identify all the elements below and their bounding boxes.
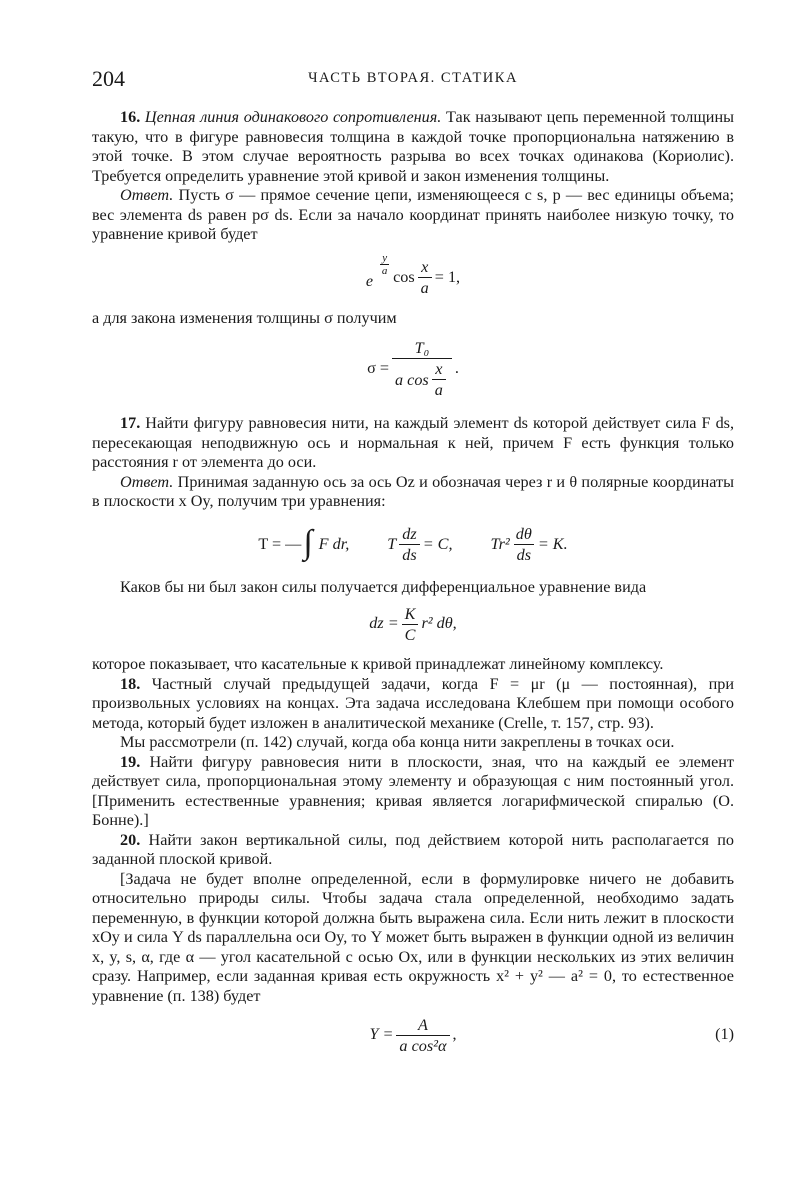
eq2-den-prefix: a cos xyxy=(395,370,429,389)
eq1-num: x xyxy=(421,258,429,276)
problem-20-number: 20. xyxy=(120,830,141,849)
eq1-exp-den: a xyxy=(381,264,388,277)
problem-18 xyxy=(92,675,734,734)
eq-c-fraction xyxy=(513,525,535,564)
eq1-base: e xyxy=(365,271,374,290)
page-number: 204 xyxy=(92,66,125,91)
problem-18-number: 18. xyxy=(120,674,141,693)
eq-y-tail: , xyxy=(452,1025,457,1044)
equation-chain-curve xyxy=(92,247,734,309)
eq-a-rhs: F dr, xyxy=(318,534,350,553)
problem-17-answer xyxy=(92,473,734,512)
eq2-den xyxy=(392,358,452,399)
equation-dz xyxy=(92,597,734,651)
page-header xyxy=(92,66,734,94)
eq-y-fraction xyxy=(396,1016,449,1055)
integral-sign: ∫ xyxy=(303,523,313,561)
equation-three xyxy=(92,512,734,578)
problem-20-text: Найти закон вертикальной силы, под действием которой нить располагается по заданной плоской кривой. xyxy=(92,830,735,868)
eq1-fraction xyxy=(418,258,432,297)
problem-17-end: которое показывает, что касательные к кривой принадлежат линейному комплексу. xyxy=(92,655,664,673)
eq-b-prefix: T xyxy=(387,534,397,553)
problem-17-answer-label: Ответ. xyxy=(120,472,174,491)
eq-b-num: dz xyxy=(402,525,417,543)
eq1-exp-num: y xyxy=(382,251,388,264)
eq1-den: a xyxy=(418,277,432,297)
eq-d-den: C xyxy=(402,624,419,644)
problem-19-text: Найти фигуру равновесия нити в плоскости, зная, что на каждый ее элемент действует сила, пропорциональная этому элементу и образующая с ним постоянный угол. [Применить естественные уравнения; кривая является логарифмической спиралью (О. Бонне).] xyxy=(92,752,734,829)
eq-y-num: A xyxy=(418,1015,428,1034)
problem-17-number: 17. xyxy=(120,414,141,432)
eq-b-rhs: = C, xyxy=(422,534,453,553)
problem-20-bracket: [Задача не будет вполне определенной, если в формулировке ничего не добавить относительно природы силы. Чтобы задача стала определенной, необходимо задать переменную, в функции которой должна быть выражена сила. Если нить лежит в плоскости xOy и сила Y ds параллельна оси Oy, то Y может быть выражен в функции одной из величин x, y, s, α, где α — угол касательной с осью Ox, или в функции нескольких из этих величин сразу. Например, если заданная кривая есть окружность x² + y² — a² = 0, то естественное уравнение (п. 138) будет xyxy=(92,869,734,1005)
eq-b-fraction xyxy=(399,525,419,564)
eq2-den-den: a xyxy=(432,379,446,399)
problem-17 xyxy=(92,414,734,473)
eq2-tail: . xyxy=(454,359,459,378)
problem-16-answer-text: Пусть σ — прямое сечение цепи, изменяющееся с s, p — вес единицы объема; вес элемента ds равен pσ ds. Если за начало координат принять наиболее низкую точку, то уравнение кривой будет xyxy=(92,186,734,243)
eq-d-rhs: r² dθ, xyxy=(421,614,457,633)
eq2-den-fraction xyxy=(432,360,446,399)
problem-18-text: Частный случай предыдущей задачи, когда F = μr (μ — постоянная), при произвольных условиях на концах. Эта задача исследована Клебшем при помощи особого метода, который будет изложен в аналитической механике (Crelle, т. 157, стр. 93). xyxy=(92,674,735,732)
eq-y-lhs: Y = xyxy=(369,1025,394,1044)
equation-thickness xyxy=(92,332,734,406)
eq2-num: T₀ xyxy=(414,339,430,357)
eq-c-prefix: Tr² xyxy=(490,534,510,553)
eq-y-den: a cos²α xyxy=(396,1035,449,1055)
eq-c-den: ds xyxy=(514,544,534,564)
eq2-den-num: x xyxy=(435,360,443,378)
eq-d-fraction xyxy=(402,605,419,644)
problem-16-title: Цепная линия одинакового сопротивления. xyxy=(144,108,442,126)
eq-b-den: ds xyxy=(399,544,419,564)
problem-19 xyxy=(92,753,734,831)
problem-16-answer-label: Ответ. xyxy=(120,186,174,204)
eq-a-lhs: T = — xyxy=(258,534,302,553)
eq1-exponent xyxy=(380,252,390,277)
eq2-lhs: σ = xyxy=(367,359,390,378)
problem-16-answer xyxy=(92,186,734,245)
problem-16 xyxy=(92,108,734,186)
problem-16-text: Так называют цепь переменной толщины такую, что в фигуре равновесия толщина в каждой точке пропорциональна натяжению в этой точке. В этом случае вероятность разрыва во всех точках одинакова (Кориолис). Требуется определить уравнение этой кривой и закон изменения толщины. xyxy=(92,108,734,185)
eq-c-num: dθ xyxy=(515,525,532,543)
page-body xyxy=(92,108,734,1064)
problem-16-mid-text: а для закона изменения толщины σ получим xyxy=(92,308,397,327)
running-head: ЧАСТЬ ВТОРАЯ. СТАТИКА xyxy=(308,70,518,86)
equation-1 xyxy=(92,1006,734,1064)
eq-d-num: K xyxy=(404,604,416,623)
problem-18-note: Мы рассмотрели (п. 142) случай, когда оба конца нити закреплены в точках оси. xyxy=(120,733,675,751)
problem-17-cont: Каков бы ни был закон силы получается дифференциальное уравнение вида xyxy=(120,577,647,596)
eq-d-lhs: dz = xyxy=(369,614,399,633)
problem-17-answer-text: Принимая заданную ось за ось Oz и обозначая через r и θ полярные координаты в плоскости x Oy, получим три уравнения: xyxy=(92,472,735,510)
equation-number: (1) xyxy=(715,1025,734,1044)
problem-17-text: Найти фигуру равновесия нити, на каждый элемент ds которой действует сила F ds, пересекающая неподвижную ось и нормальная к ней, причем F есть функция только расстояния r от элемента до оси. xyxy=(92,414,735,471)
eq2-fraction xyxy=(392,339,452,399)
problem-19-number: 19. xyxy=(120,752,141,771)
problem-16-number: 16. xyxy=(120,108,141,126)
problem-20 xyxy=(92,831,734,870)
eq1-rhs: = 1, xyxy=(434,267,461,286)
eq1-fn: cos xyxy=(393,267,415,286)
eq-c-rhs: = K. xyxy=(537,534,568,553)
